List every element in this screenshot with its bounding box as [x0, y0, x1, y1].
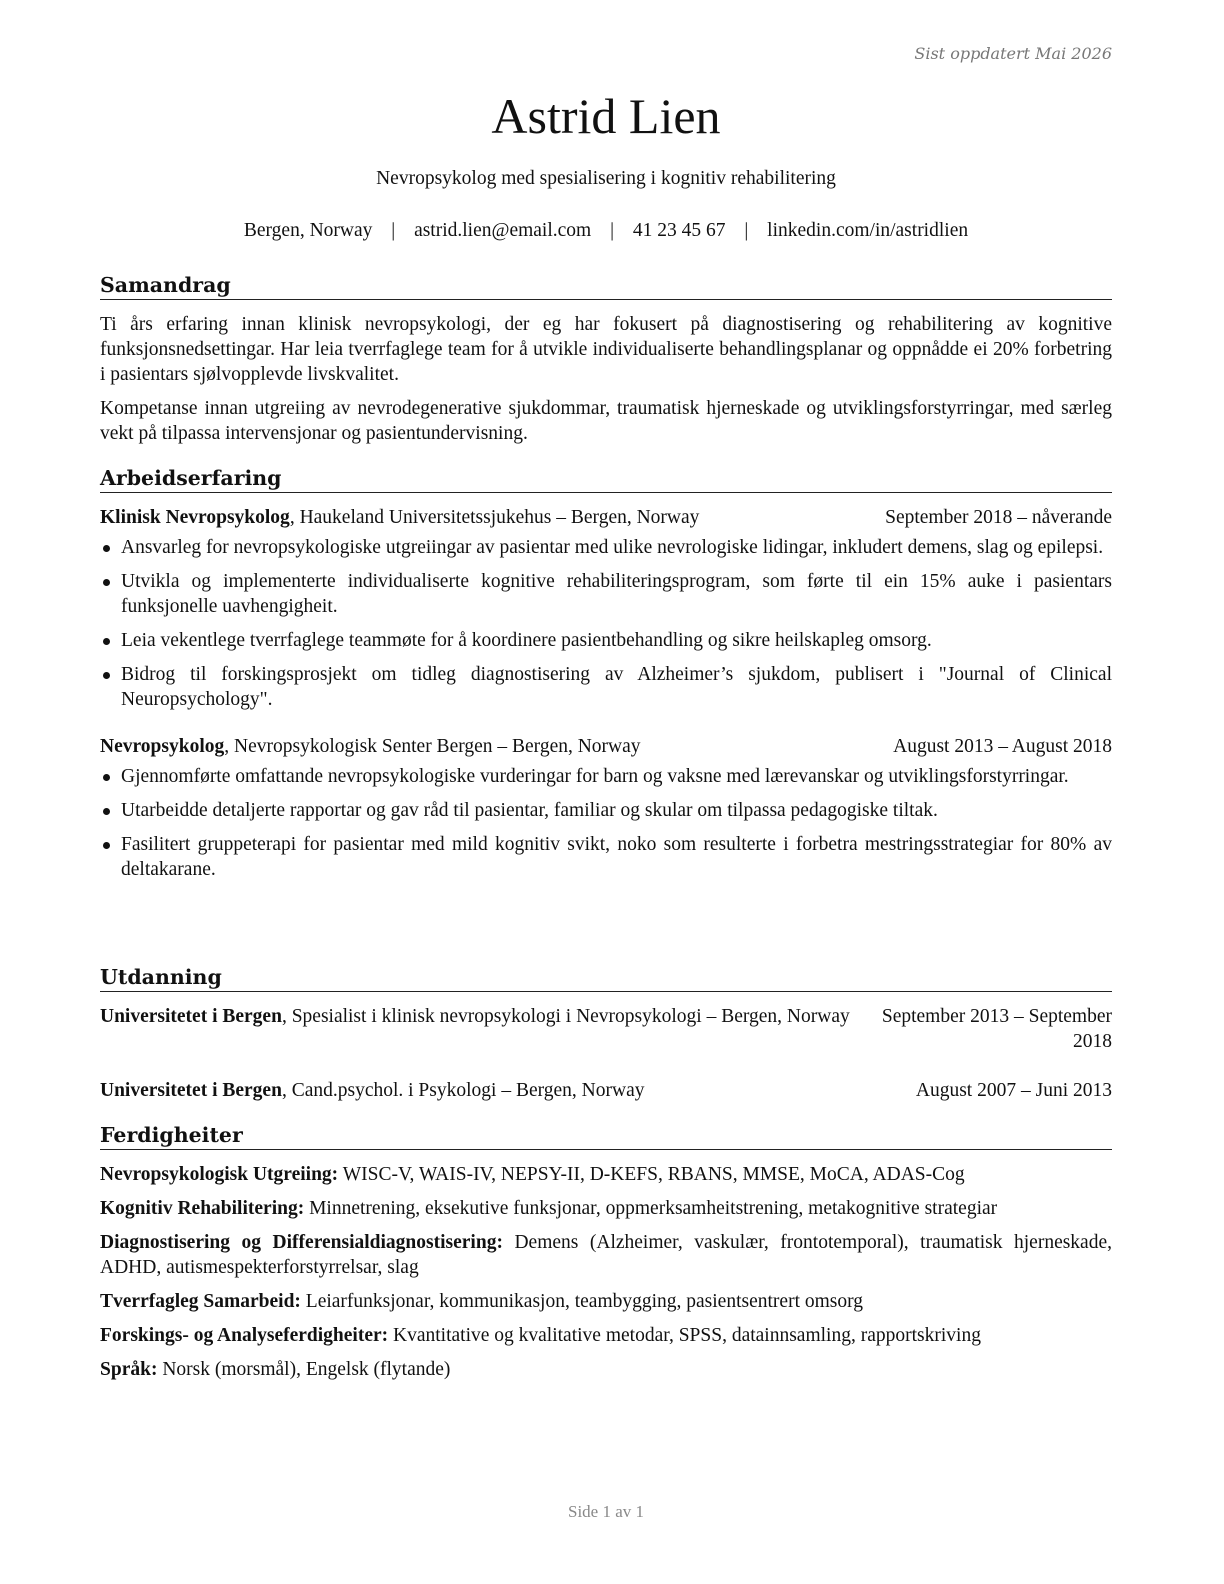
bullet-text: Bidrog til forskingsprosjekt om tidleg diagnostisering av Alzheimer’s sjukdom, publisert i "Journal of Clinical Neuropsychology".	[121, 664, 1112, 710]
job-dates: September 2018 – nåverande	[885, 507, 1112, 528]
bullet-icon	[103, 638, 110, 645]
job-dates: August 2013 – August 2018	[893, 736, 1112, 757]
bullet-icon	[103, 808, 110, 815]
bullet-icon	[103, 579, 110, 586]
job-header	[100, 505, 1112, 530]
headline: Nevropsykolog med spesialisering i kognitiv rehabilitering	[376, 168, 836, 189]
section-title-experience: Arbeidserfaring	[100, 465, 1112, 493]
skill-row	[100, 1230, 1112, 1280]
bullet-icon	[103, 774, 110, 781]
education-title-line	[100, 1078, 916, 1103]
skill-value: WISC-V, WAIS-IV, NEPSY-II, D-KEFS, RBANS, MMSE, MoCA, ADAS-Cog	[338, 1164, 965, 1185]
skill-label: Nevropsykologisk Utgreiing:	[100, 1164, 339, 1185]
contact-linkedin[interactable]: linkedin.com/in/astridlien	[767, 220, 969, 241]
job-role: Nevropsykolog	[100, 736, 225, 757]
skill-value: Leiarfunksjonar, kommunikasjon, teambygging, pasientsentrert omsorg	[300, 1291, 864, 1312]
last-updated: Sist oppdatert Mai 2026	[914, 44, 1112, 63]
person-name: Astrid Lien	[491, 88, 721, 144]
contact-separator: |	[744, 220, 749, 241]
education-header	[100, 1078, 1112, 1103]
education-section	[100, 964, 1112, 1103]
page-number: Side 1 av 1	[567, 1502, 645, 1521]
bullet-text: Utvikla og implementerte individualiserte kognitive rehabiliteringsprogram, som førte til ein 15% auke i pasientars funksjonelle uavhengigheit.	[121, 571, 1112, 617]
list-item	[100, 764, 1112, 789]
bullet-text: Leia vekentlege tverrfaglege teammøte for å koordinere pasientbehandling og sikre heilskapleg omsorg.	[121, 630, 932, 651]
skill-value: Minnetrening, eksekutive funksjonar, oppmerksamheitstrening, metakognitive strategiar	[304, 1198, 998, 1219]
job-org: , Nevropsykologisk Senter Bergen – Bergen, Norway	[224, 736, 641, 757]
education-school: Universitetet i Bergen	[100, 1006, 282, 1027]
education-entry	[100, 1004, 1112, 1054]
bullet-text: Ansvarleg for nevropsykologiske utgreiingar av pasientar med ulike nevrologiske lidingar, inkludert demens, slag og epilepsi.	[121, 537, 1104, 558]
job-org: , Haukeland Universitetssjukehus – Bergen, Norway	[289, 507, 700, 528]
list-item	[100, 798, 1112, 823]
education-header	[100, 1004, 1112, 1054]
summary-paragraph: Ti års erfaring innan klinisk nevropsykologi, der eg har fokusert på diagnostisering og rehabilitering av kognitive funksjonsnedsettingar. Har leia tverrfaglege team for å utvikle individualiserte behandlingsplanar og oppnådde ei 20% forbetring i pasientars sjølvopplevde livskvalitet.	[100, 314, 1112, 385]
contact-line	[100, 219, 1112, 243]
education-entry	[100, 1078, 1112, 1103]
job-title-line	[100, 734, 893, 759]
section-title-education: Utdanning	[100, 964, 1112, 992]
list-item	[100, 535, 1112, 560]
list-item	[100, 832, 1112, 882]
skill-row	[100, 1289, 1112, 1314]
contact-email[interactable]: astrid.lien@email.com	[414, 220, 592, 241]
job-role: Klinisk Nevropsykolog	[100, 507, 290, 528]
bullet-icon	[103, 672, 110, 679]
job-header	[100, 734, 1112, 759]
contact-separator: |	[610, 220, 615, 241]
experience-section	[100, 465, 1112, 891]
skill-row	[100, 1162, 1112, 1187]
education-detail: , Spesialist i klinisk nevropsykologi i Nevropsykologi – Bergen, Norway	[281, 1006, 850, 1027]
bullet-text: Gjennomførte omfattande nevropsykologiske vurderingar for barn og vaksne med lærevanskar og utviklingsforstyrringar.	[121, 766, 1069, 787]
skill-row	[100, 1323, 1112, 1348]
bullet-icon	[103, 545, 110, 552]
list-item	[100, 662, 1112, 712]
skills-section	[100, 1122, 1112, 1391]
education-dates: September 2013 – September 2018	[881, 1006, 1112, 1052]
job-bullets	[100, 535, 1112, 712]
job-entry	[100, 734, 1112, 882]
job-bullets	[100, 764, 1112, 882]
section-title-skills: Ferdigheiter	[100, 1122, 1112, 1150]
list-item	[100, 628, 1112, 653]
bullet-text: Fasilitert gruppeterapi for pasientar med mild kognitiv svikt, noko som resulterte i forbetra mestringsstrategiar for 80% av deltakarane.	[121, 834, 1112, 880]
education-dates: August 2007 – Juni 2013	[915, 1080, 1112, 1101]
bullet-text: Utarbeidde detaljerte rapportar og gav råd til pasientar, familiar og skular om tilpassa pedagogiske tiltak.	[121, 800, 938, 821]
job-entry	[100, 505, 1112, 712]
bullet-icon	[103, 842, 110, 849]
skill-value: Demens (Alzheimer, vaskulær, frontotemporal), traumatisk hjerneskade, ADHD, autismespekterforstyrrelsar, slag	[100, 1232, 1112, 1278]
education-title-line	[100, 1004, 876, 1054]
education-detail: , Cand.psychol. i Psykologi – Bergen, Norway	[281, 1080, 645, 1101]
skill-label: Tverrfagleg Samarbeid:	[100, 1291, 301, 1312]
skill-label: Forskings- og Analyseferdigheiter:	[100, 1325, 389, 1346]
skill-value: Norsk (morsmål), Engelsk (flytande)	[157, 1359, 451, 1380]
skill-label: Språk:	[100, 1359, 158, 1380]
contact-location: Bergen, Norway	[243, 220, 373, 241]
contact-separator: |	[391, 220, 396, 241]
skill-row	[100, 1357, 1112, 1382]
summary-section	[100, 272, 1112, 455]
skill-label: Kognitiv Rehabilitering:	[100, 1198, 305, 1219]
skill-row	[100, 1196, 1112, 1221]
summary-paragraph: Kompetanse innan utgreiing av nevrodegenerative sjukdommar, traumatisk hjerneskade og utviklingsforstyrringar, med særleg vekt på tilpassa intervensjonar og pasientundervisning.	[100, 398, 1112, 444]
contact-phone[interactable]: 41 23 45 67	[632, 220, 726, 241]
skill-label: Diagnostisering og Differensialdiagnostisering:	[100, 1232, 503, 1253]
job-title-line	[100, 505, 876, 530]
education-school: Universitetet i Bergen	[100, 1080, 282, 1101]
section-title-summary: Samandrag	[100, 272, 1112, 300]
list-item	[100, 569, 1112, 619]
skill-value: Kvantitative og kvalitative metodar, SPSS, datainnsamling, rapportskriving	[388, 1325, 981, 1346]
